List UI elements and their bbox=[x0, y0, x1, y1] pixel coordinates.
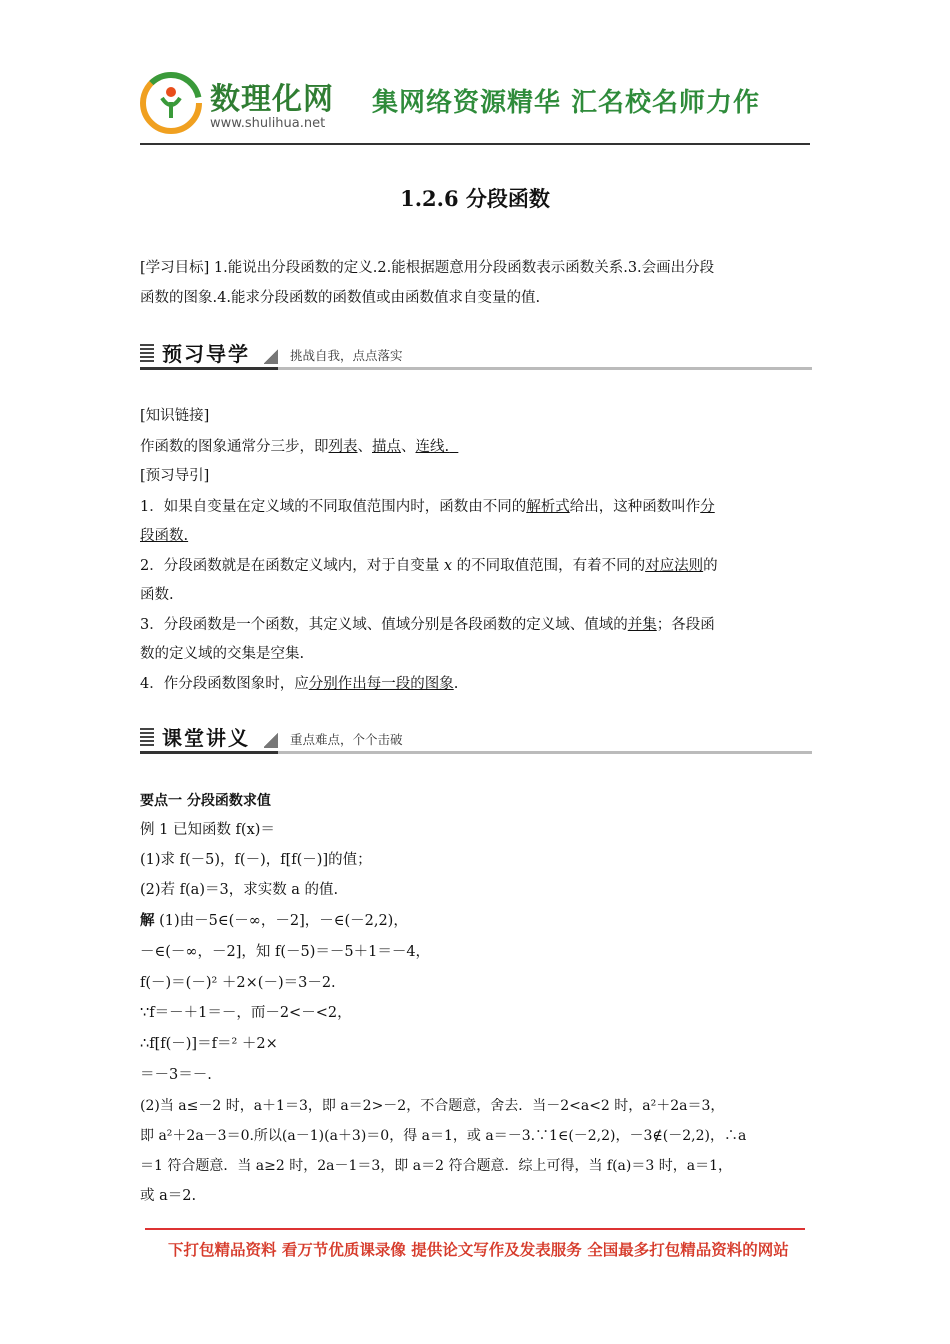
guide-item-3-cont: 数的定义域的交集是空集. bbox=[140, 646, 305, 662]
guide-item-1-cont bbox=[140, 521, 812, 551]
section-underline bbox=[140, 751, 278, 754]
answer-blank: 分 bbox=[700, 499, 715, 515]
triangle-stripes-icon bbox=[264, 732, 278, 748]
guide-item-2-cont: 函数. bbox=[140, 587, 174, 603]
answer-blank: 分别作出每一段的图象 bbox=[308, 676, 454, 692]
stripes-icon bbox=[140, 344, 154, 362]
solution-label: 解 bbox=[140, 912, 155, 929]
objectives-line-2: 函数的图象.4.能求分段函数的函数值或由函数值求自变量的值. bbox=[140, 290, 541, 306]
section-header-lecture bbox=[140, 718, 812, 754]
key-point-heading: 要点一 分段函数求值 bbox=[140, 793, 271, 809]
knowledge-line: 作函数的图象通常分三步，即列表、描点、连线. bbox=[140, 439, 450, 455]
header-divider bbox=[140, 143, 810, 145]
guide-item-4: 4．作分段函数图象时，应分别作出每一段的图象. bbox=[140, 676, 459, 692]
section-header-preview bbox=[140, 334, 812, 370]
solution-line-8: 即 a²＋2a－3＝0.所以(a－1)(a＋3)＝0，得 a＝1，或 a＝－3.∵1∈(－2,2)，－3∉(－2,2)，∴a bbox=[140, 1128, 747, 1144]
example-label: 例 1 bbox=[140, 822, 169, 838]
guide-item-3: 3．分段函数是一个函数，其定义域、值域分别是各段函数的定义域、值域的并集；各段函 bbox=[140, 617, 715, 633]
solution-line-9: ＝1 符合题意．当 a≥2 时，2a－1＝3，即 a＝2 符合题意．综上可得，当 f(a)＝3 时，a＝1， bbox=[140, 1158, 732, 1174]
solution-line-1: 解 (1)由－5∈(－∞，－2]，－∈(－2,2)， bbox=[140, 912, 408, 929]
solution-line-2: －∈(－∞，－2]，知 f(－5)＝－5＋1＝－4， bbox=[140, 944, 431, 960]
answer-blank: 并集 bbox=[627, 617, 657, 633]
solution-line-5: ∴f[f(－)]＝f＝² ＋2× bbox=[140, 1036, 278, 1052]
logo-icon bbox=[140, 72, 202, 134]
answer-blank: 列表 bbox=[328, 439, 358, 455]
stripes-icon bbox=[140, 728, 154, 746]
triangle-stripes-icon bbox=[264, 348, 278, 364]
brand-url[interactable]: www.shulihua.net bbox=[210, 116, 326, 131]
solution-line-7: (2)当 a≤－2 时，a＋1＝3，即 a＝2>－2，不合题意，舍去．当－2<a<2 时，a²＋2a＝3， bbox=[140, 1098, 725, 1114]
guide-item-1: 1．如果自变量在定义域的不同取值范围内时，函数由不同的解析式给出，这种函数叫作分 bbox=[140, 499, 715, 515]
question-2: (2)若 f(a)＝3，求实数 a 的值. bbox=[140, 882, 339, 898]
section-label: 预习导学 bbox=[162, 342, 250, 366]
knowledge-heading: [知识链接] bbox=[140, 408, 210, 424]
guide-heading: [预习导引] bbox=[140, 468, 210, 484]
question-1: (1)求 f(－5)，f(－)，f[f(－)]的值； bbox=[140, 852, 372, 868]
site-header bbox=[140, 68, 810, 144]
answer-blank: 解析式 bbox=[526, 499, 570, 515]
solution-line-10: 或 a＝2. bbox=[140, 1188, 197, 1204]
objectives-label: [学习目标] bbox=[140, 260, 210, 276]
header-slogan: 集网络资源精华 汇名校名师力作 bbox=[372, 88, 761, 118]
example-line: 例 1 已知函数 f(x)＝ bbox=[140, 822, 275, 838]
solution-line-4: ∵f＝－＋1＝－，而－2<－<2， bbox=[140, 1005, 352, 1021]
section-subtitle: 挑战自我，点点落实 bbox=[290, 348, 403, 363]
section-label: 课堂讲义 bbox=[162, 726, 250, 750]
page-title: 1.2.6 分段函数 bbox=[400, 186, 550, 211]
footer-divider bbox=[145, 1228, 805, 1230]
answer-blank: 连线. bbox=[415, 439, 450, 455]
section-subtitle: 重点难点，个个击破 bbox=[290, 732, 403, 747]
solution-line-6: ＝－3＝－. bbox=[140, 1067, 212, 1083]
section-underline bbox=[140, 367, 278, 370]
guide-item-2: 2．分段函数就是在函数定义域内，对于自变量 x 的不同取值范围，有着不同的对应法则的 bbox=[140, 558, 718, 574]
brand-name: 数理化网 bbox=[210, 82, 334, 117]
answer-blank: 段函数. bbox=[140, 528, 189, 544]
objectives-line-1: [学习目标] 1.能说出分段函数的定义.2.能根据题意用分段函数表示函数关系.3.会画出分段 bbox=[140, 260, 715, 276]
answer-blank: 描点 bbox=[372, 439, 401, 455]
answer-blank: 对应法则 bbox=[645, 558, 704, 574]
footer-banner[interactable]: 下打包精品资料 看万节优质课录像 提供论文写作及发表服务 全国最多打包精品资料的网站 bbox=[168, 1241, 789, 1259]
solution-line-3: f(－)＝(－)² ＋2×(－)＝3－2. bbox=[140, 975, 336, 991]
